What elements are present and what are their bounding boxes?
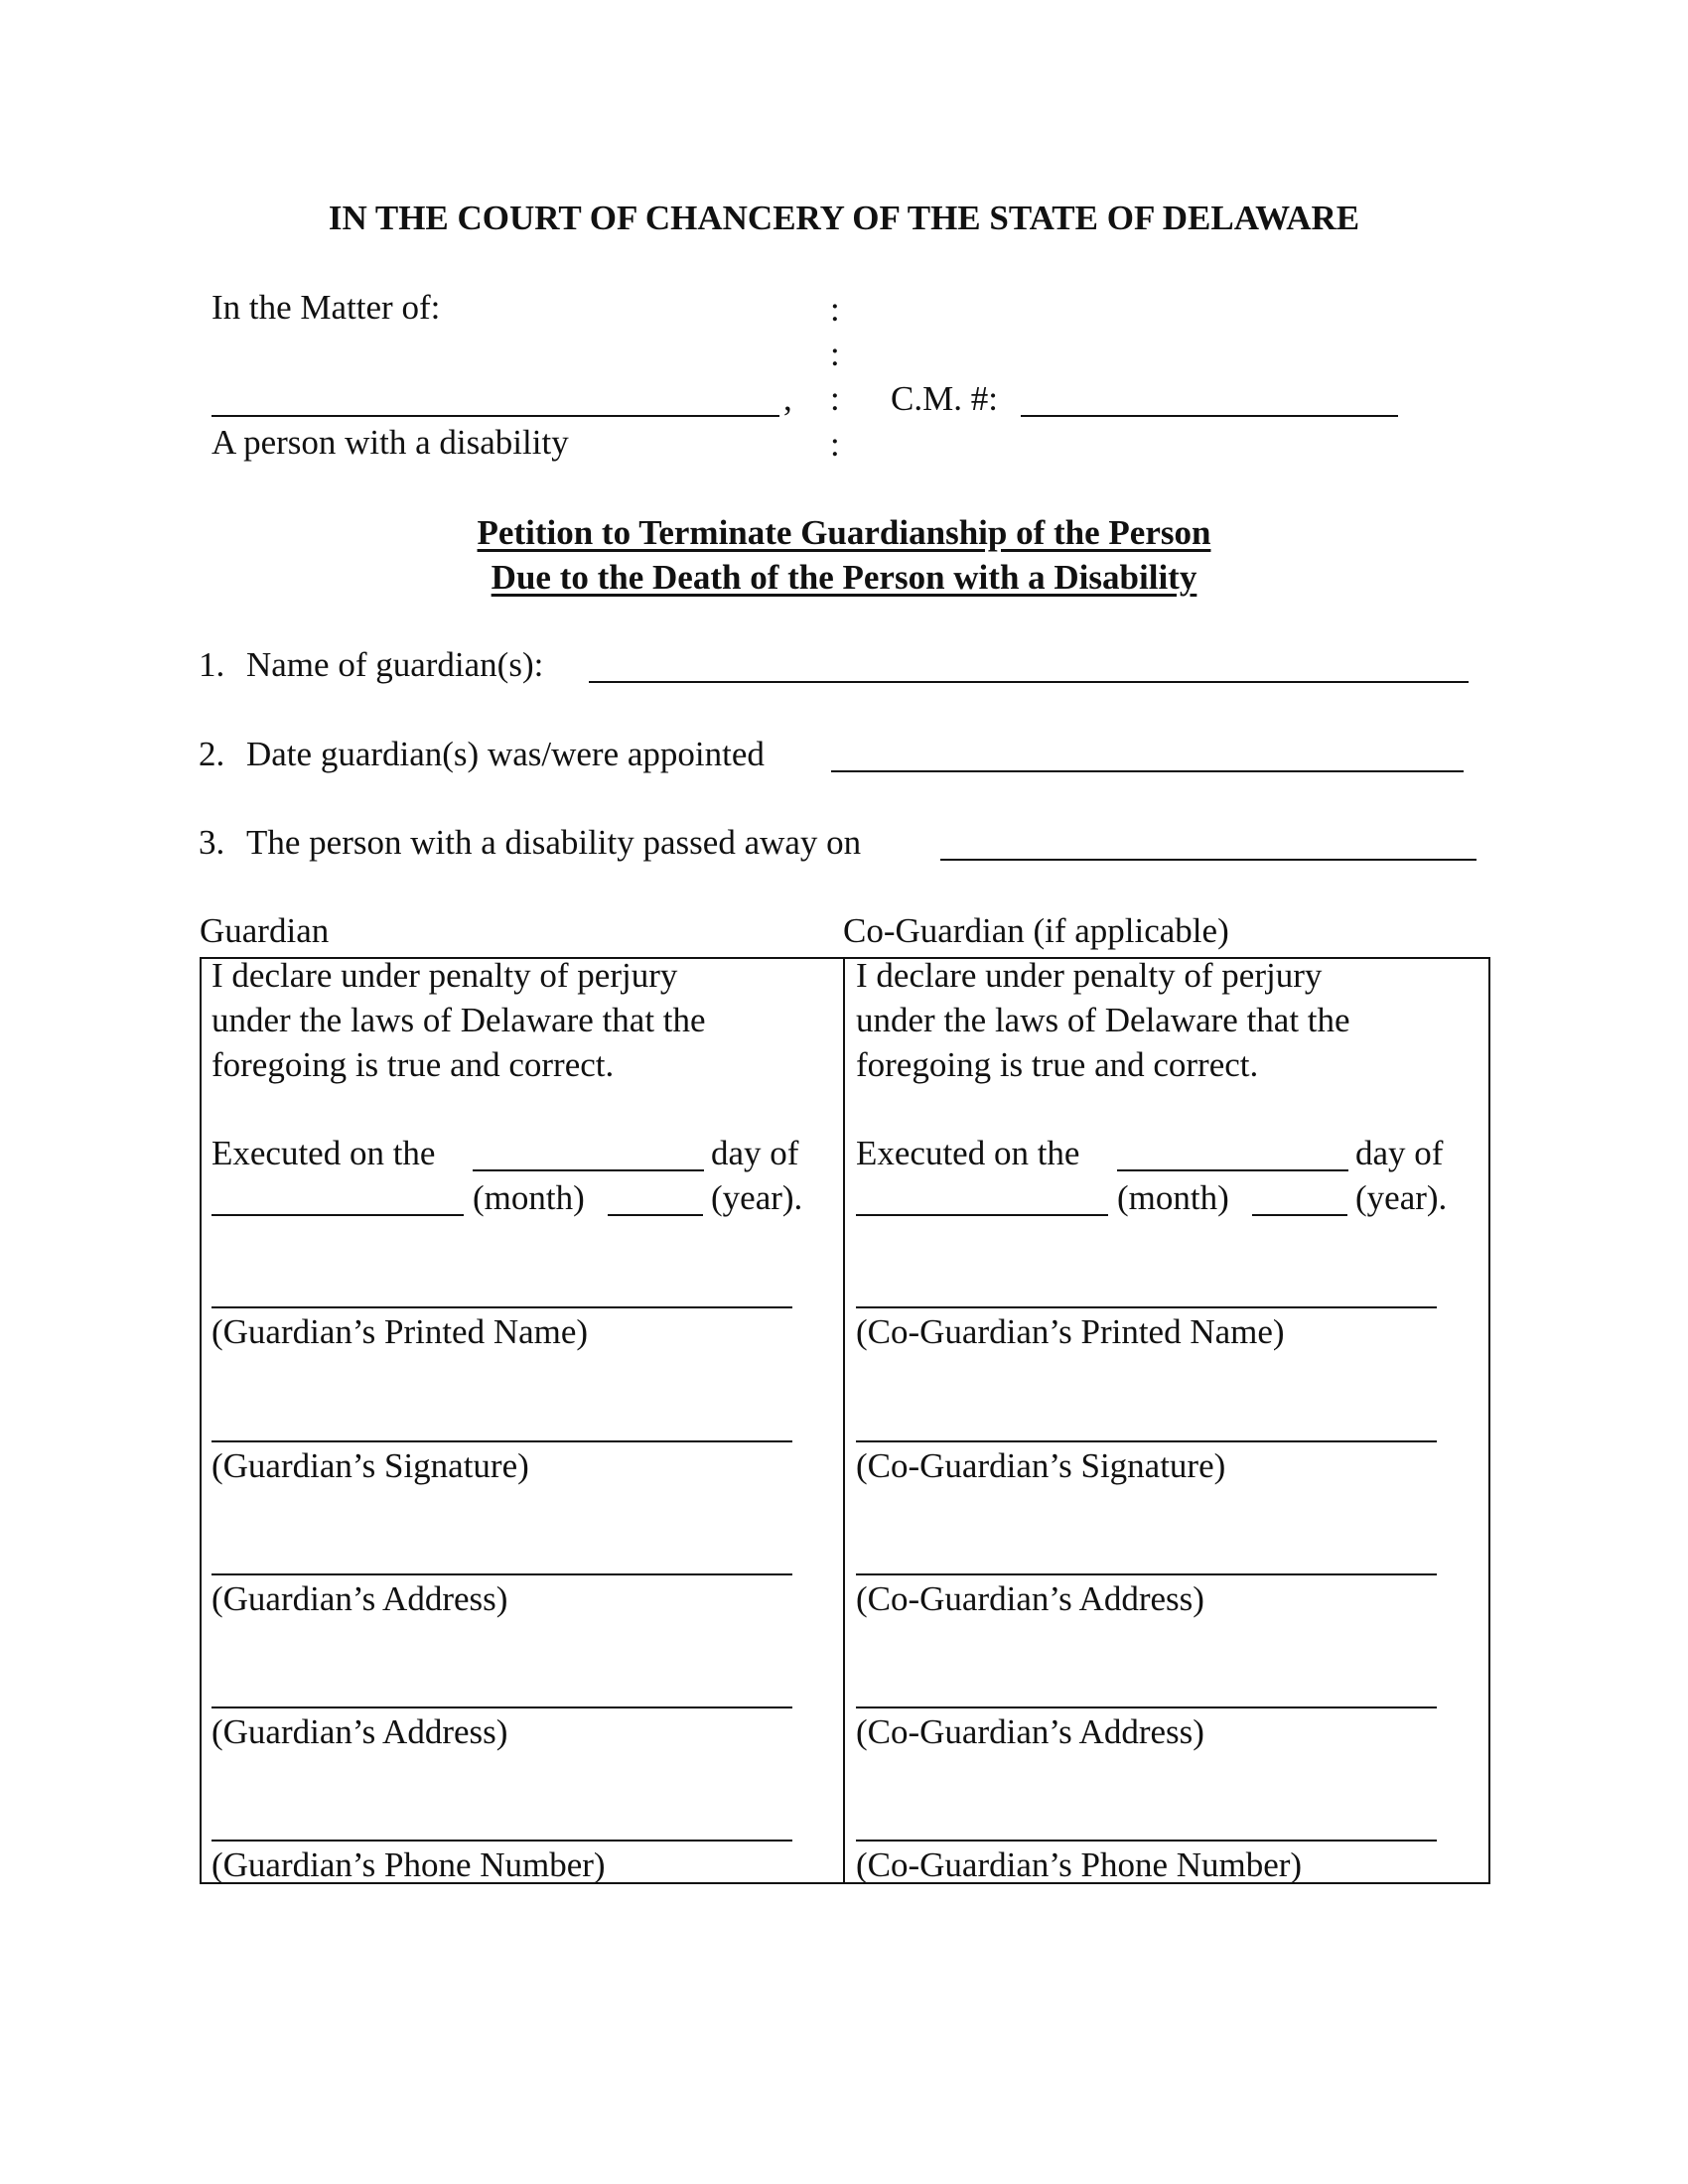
petition-title-line-2: Due to the Death of the Person with a Disability — [491, 558, 1197, 597]
guardian-declaration-line-2: under the laws of Delaware that the — [211, 1001, 706, 1039]
guardian-printed-name-label: (Guardian’s Printed Name) — [211, 1312, 589, 1351]
guardian-address-label-1: (Guardian’s Address) — [211, 1579, 508, 1618]
co-guardian-phone-label: (Co-Guardian’s Phone Number) — [856, 1845, 1303, 1884]
guardian-column-heading: Guardian — [200, 911, 330, 950]
signature-table-divider — [843, 957, 845, 1884]
caption-colon: : — [830, 335, 840, 373]
co-guardian-month-label: (month) — [1117, 1178, 1229, 1217]
petition-title-line-1: Petition to Terminate Guardianship of the Person — [477, 513, 1211, 552]
co-guardian-signature-label: (Co-Guardian’s Signature) — [856, 1446, 1226, 1485]
in-matter-of-label: In the Matter of: — [211, 288, 441, 327]
guardian-declaration-line-1: I declare under penalty of perjury — [211, 956, 678, 995]
item-text: Name of guardian(s): — [246, 645, 544, 684]
co-guardian-address-label-1: (Co-Guardian’s Address) — [856, 1579, 1204, 1618]
co-guardian-address-line-2[interactable] — [856, 1706, 1437, 1708]
co-guardian-declaration-line-3: foregoing is true and correct. — [856, 1045, 1259, 1084]
guardian-executed-on-label: Executed on the — [211, 1134, 436, 1172]
item-text: Date guardian(s) was/were appointed — [246, 735, 765, 773]
guardian-phone-label: (Guardian’s Phone Number) — [211, 1845, 606, 1884]
co-guardian-declaration-line-2: under the laws of Delaware that the — [856, 1001, 1350, 1039]
co-guardian-executed-on-label: Executed on the — [856, 1134, 1080, 1172]
caption-comma: , — [783, 379, 792, 418]
appointment-date-blank[interactable] — [831, 770, 1464, 772]
guardian-address-label-2: (Guardian’s Address) — [211, 1712, 508, 1751]
guardian-name-blank[interactable] — [589, 681, 1469, 683]
guardian-phone-line[interactable] — [211, 1840, 792, 1842]
co-guardian-phone-line[interactable] — [856, 1840, 1437, 1842]
caption-colon: : — [830, 290, 840, 329]
guardian-declaration-line-3: foregoing is true and correct. — [211, 1045, 615, 1084]
petition-title — [0, 510, 1688, 600]
case-number-label: C.M. #: — [891, 379, 998, 418]
item-date-of-death — [199, 823, 861, 863]
guardian-month-blank[interactable] — [211, 1214, 464, 1216]
guardian-signature-line[interactable] — [211, 1440, 792, 1442]
guardian-year-blank[interactable] — [608, 1214, 703, 1216]
guardian-address-line-1[interactable] — [211, 1573, 792, 1575]
case-number-blank[interactable] — [1021, 415, 1398, 417]
guardian-address-line-2[interactable] — [211, 1706, 792, 1708]
co-guardian-signature-line[interactable] — [856, 1440, 1437, 1442]
co-guardian-year-blank[interactable] — [1252, 1214, 1347, 1216]
co-guardian-printed-name-label: (Co-Guardian’s Printed Name) — [856, 1312, 1285, 1351]
caption-colon: : — [830, 425, 840, 464]
co-guardian-year-label: (year). — [1355, 1178, 1448, 1217]
co-guardian-day-of-label: day of — [1355, 1134, 1444, 1172]
co-guardian-month-blank[interactable] — [856, 1214, 1108, 1216]
guardian-day-of-label: day of — [711, 1134, 799, 1172]
item-guardian-name — [199, 645, 543, 685]
item-appointment-date — [199, 735, 765, 774]
co-guardian-day-blank[interactable] — [1117, 1169, 1348, 1171]
co-guardian-declaration-line-1: I declare under penalty of perjury — [856, 956, 1323, 995]
guardian-printed-name-line[interactable] — [211, 1306, 792, 1308]
guardian-day-blank[interactable] — [473, 1169, 704, 1171]
caption-colon: : — [830, 379, 840, 418]
person-with-disability-label: A person with a disability — [211, 423, 569, 462]
co-guardian-address-label-2: (Co-Guardian’s Address) — [856, 1712, 1204, 1751]
court-title: IN THE COURT OF CHANCERY OF THE STATE OF DELAWARE — [328, 199, 1360, 237]
co-guardian-column-heading: Co-Guardian (if applicable) — [843, 911, 1229, 950]
item-text: The person with a disability passed away on — [246, 823, 862, 862]
guardian-year-label: (year). — [711, 1178, 803, 1217]
guardian-signature-label: (Guardian’s Signature) — [211, 1446, 529, 1485]
co-guardian-printed-name-line[interactable] — [856, 1306, 1437, 1308]
guardian-month-label: (month) — [473, 1178, 585, 1217]
co-guardian-address-line-1[interactable] — [856, 1573, 1437, 1575]
person-name-blank[interactable] — [211, 415, 779, 417]
item-number: 3. — [199, 823, 225, 862]
item-number: 1. — [199, 645, 225, 684]
item-number: 2. — [199, 735, 225, 773]
date-of-death-blank[interactable] — [940, 859, 1477, 861]
